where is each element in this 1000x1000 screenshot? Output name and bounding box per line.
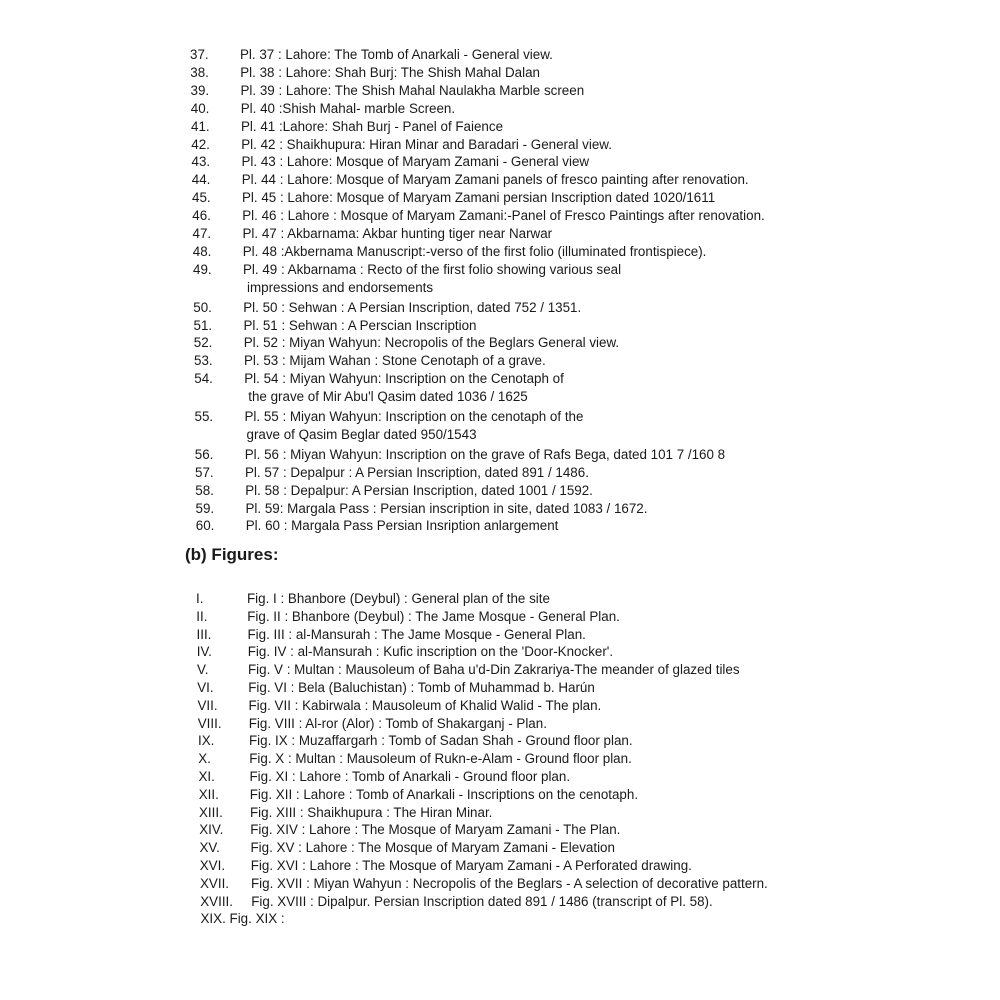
plate-entry-number: 37. (190, 47, 209, 62)
plate-entry-title: Pl. 60 : Margala Pass Persian Insription anlargement (245, 518, 559, 534)
plate-entry-title-continued: grave of Qasim Beglar dated 950/1543 (246, 426, 477, 442)
plate-entry-title: Pl. 51 : Sehwan : A Perscian Inscription (243, 317, 477, 333)
plate-entry-title: Pl. 42 : Shaikhupura: Hiran Minar and Baradari - General view. (241, 136, 612, 152)
plate-entry-number: 45. (192, 190, 211, 206)
figure-entry-number: XVIII. (200, 893, 233, 909)
figure-entry-number: V. (197, 662, 209, 678)
plate-entry-number: 55. (194, 409, 214, 424)
plate-entry-number: 48. (192, 243, 212, 259)
plate-entry-number: 54. (194, 371, 213, 387)
figure-entry-title: Fig. VIII : Al-ror (Alor) : Tomb of Shakarganj - Plan. (248, 715, 547, 731)
figure-entry-number: I. (196, 591, 204, 606)
figure-entry-title: Fig. XVIII : Dipalpur. Persian Inscription dated 891 / 1486 (transcript of Pl. 58). (251, 893, 713, 909)
plate-entry-title-continued: the grave of Mir Abu'l Qasim dated 1036 / 1625 (248, 389, 528, 405)
figure-entry-title: Fig. XIII : Shaikhupura : The Hiran Minar. (250, 804, 493, 820)
plate-entry-number: 49. (193, 261, 212, 277)
figure-entry-number: XVI. (199, 858, 226, 873)
plate-entry-number: 56. (194, 446, 214, 462)
plate-entry-number: 51. (193, 317, 213, 333)
plate-entry-number: 42. (191, 136, 210, 152)
figure-entry-number: IV. (196, 644, 212, 660)
plate-entry-title: Pl. 45 : Lahore: Mosque of Maryam Zamani persian Inscription dated 1020/1611 (242, 190, 716, 206)
figure-entry-number: IX. (198, 733, 215, 749)
plate-entry-title: Pl. 43 : Lahore: Mosque of Maryam Zamani - General view (241, 154, 590, 170)
figure-entry-number: XVII. (200, 875, 230, 891)
figure-entry-number: II. (196, 608, 208, 624)
figure-entry-title: Fig. I : Bhanbore (Deybul) : General plan of the site (247, 591, 550, 606)
plate-entry-title: Pl. 39 : Lahore: The Shish Mahal Naulakha Marble screen (240, 82, 585, 98)
plate-entry-number: 53. (194, 353, 213, 369)
plate-entry-title: Pl. 57 : Depalpur : A Persian Inscription, dated 891 / 1486. (245, 464, 589, 480)
figure-entry-number: VIII. (197, 715, 222, 731)
plate-entry-number: 41. (191, 118, 210, 134)
plate-entry-title: Pl. 55 : Miyan Wahyun: Inscription on the cenotaph of the (244, 409, 584, 424)
figure-entry-title: Fig. IX : Muzaffargarh : Tomb of Sadan Shah - Ground floor plan. (249, 733, 633, 749)
figure-entry-title: Fig. XV : Lahore : The Mosque of Maryam Zamani - Elevation (250, 840, 615, 856)
figure-entry-title: Fig. III : al-Mansurah : The Jame Mosque - General Plan. (247, 626, 586, 642)
plate-entry-title: Pl. 41 :Lahore: Shah Burj - Panel of Faience (241, 118, 504, 134)
figure-entry-title: Fig. XIV : Lahore : The Mosque of Maryam Zamani - The Plan. (250, 822, 621, 838)
plate-entry-number: 46. (192, 208, 211, 224)
figure-entry-title: Fig. VI : Bela (Baluchistan) : Tomb of Muhammad b. Harún (248, 680, 595, 695)
plate-entry-title: Pl. 53 : Mijam Wahan : Stone Cenotaph of a grave. (244, 353, 546, 369)
plate-entry-number: 58. (195, 482, 214, 498)
plate-entry-title: Pl. 58 : Depalpur: A Persian Inscription, dated 1001 / 1592. (245, 482, 593, 498)
figure-entry-title: Fig. V : Multan : Mausoleum of Baha u'd-Din Zakrariya-The meander of glazed tiles (248, 662, 740, 678)
plate-entry-number: 39. (190, 82, 210, 98)
plate-entry-title: Pl. 52 : Miyan Wahyun: Necropolis of the Beglars General view. (243, 335, 620, 351)
plate-entry-title: Pl. 59: Margala Pass : Persian inscription in site, dated 1083 / 1672. (245, 500, 648, 516)
plate-entry-title: Pl. 50 : Sehwan : A Persian Inscription, dated 752 / 1351. (243, 299, 582, 315)
figure-entry-number: VII. (197, 697, 218, 713)
figures-heading: (b) Figures: (185, 545, 279, 564)
figure-entry-title: Fig. XVI : Lahore : The Mosque of Maryam Zamani - A Perforated drawing. (250, 858, 692, 873)
plate-entry-number: 44. (191, 172, 211, 188)
figure-entry-number: XIII. (199, 804, 223, 820)
plate-entry-number: 52. (193, 335, 213, 351)
plate-entry-title: Pl. 40 :Shish Mahal- marble Screen. (240, 100, 456, 116)
plate-entry-title: Pl. 37 : Lahore: The Tomb of Anarkali - General view. (240, 47, 553, 62)
plate-entry-title: Pl. 47 : Akbarnama: Akbar hunting tiger near Narwar (242, 226, 553, 241)
plate-entry-number: 43. (191, 154, 211, 170)
figure-entry-title: Fig. XI : Lahore : Tomb of Anarkali - Ground floor plan. (249, 769, 571, 784)
plate-entry-number: 47. (192, 226, 212, 241)
figure-entry-number: XI. (198, 769, 215, 784)
plate-entry-number: 59. (195, 500, 215, 516)
plate-entry-number: 60. (195, 518, 215, 534)
figure-entry-number: VI. (197, 680, 214, 695)
plate-entry-number: 50. (193, 299, 212, 315)
figure-entry-number: III. (196, 626, 212, 642)
plate-entry-number: 40. (190, 100, 210, 116)
figure-entry-number: XIV. (199, 822, 224, 838)
plate-entry-title: Pl. 44 : Lahore: Mosque of Maryam Zamani panels of fresco painting after renovation. (241, 172, 749, 188)
figure-entry-title: Fig. X : Multan : Mausoleum of Rukn-e-Alam - Ground floor plan. (249, 751, 632, 767)
figure-entry-number: XII. (198, 786, 219, 802)
figure-entry-title: Fig. IV : al-Mansurah : Kufic inscription on the 'Door-Knocker'. (247, 644, 614, 660)
plate-entry-title-continued: impressions and endorsements (247, 279, 434, 295)
plate-entry-title: Pl. 38 : Lahore: Shah Burj: The Shish Mahal Dalan (240, 64, 540, 80)
figure-entry-title: Fig. XII : Lahore : Tomb of Anarkali - Inscriptions on the cenotaph. (249, 786, 639, 802)
plate-entry-number: 38. (190, 64, 209, 80)
figure-entry-title: Fig. II : Bhanbore (Deybul) : The Jame Mosque - General Plan. (247, 608, 620, 624)
plate-entry-title: Pl. 56 : Miyan Wahyun: Inscription on the grave of Rafs Bega, dated 101 7 /160 8 (244, 446, 726, 462)
figure-entry-title: Fig. VII : Kabirwala : Mausoleum of Khalid Walid - The plan. (248, 697, 602, 713)
plate-entry-title: Pl. 48 :Akbernama Manuscript:-verso of the first folio (illuminated frontispiece). (242, 243, 707, 259)
plate-entry-title: Pl. 54 : Miyan Wahyun: Inscription on the Cenotaph of (244, 371, 564, 387)
plate-entry-title: Pl. 46 : Lahore : Mosque of Maryam Zamani:-Panel of Fresco Paintings after renovation. (242, 208, 765, 224)
plate-entry-number: 57. (195, 464, 214, 480)
figure-entry-number: XIX. Fig. XIX : (200, 911, 285, 927)
plate-entry-title: Pl. 49 : Akbarnama : Recto of the first folio showing various seal (243, 261, 622, 277)
figure-entry-number: X. (198, 751, 211, 767)
figure-entry-title: Fig. XVII : Miyan Wahyun : Necropolis of the Beglars - A selection of decorative pattern. (251, 875, 768, 891)
figure-entry-number: XV. (199, 840, 220, 856)
